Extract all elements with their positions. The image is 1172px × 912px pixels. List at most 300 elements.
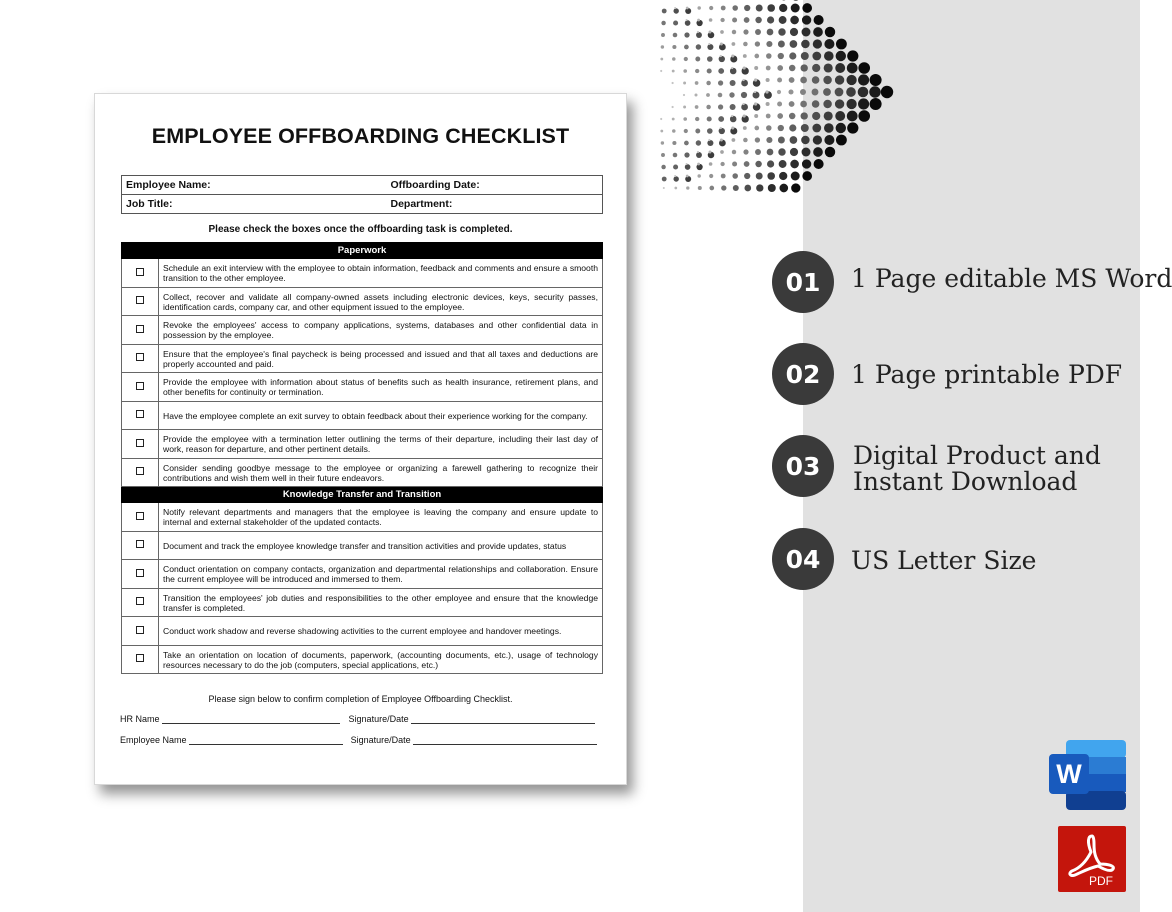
task-text: Conduct orientation on company contacts, organization and departmental relationships and collaboration. Ensure the current employee will be introduced and immersed to them. <box>159 560 603 589</box>
employee-name-field[interactable]: Employee Name: <box>122 176 387 195</box>
halftone-dot <box>720 127 722 129</box>
halftone-dot <box>721 6 726 11</box>
halftone-dot <box>790 16 799 25</box>
halftone-dot <box>858 87 869 98</box>
checkbox-cell <box>122 588 159 617</box>
halftone-dot <box>789 124 796 131</box>
halftone-dot <box>684 152 689 157</box>
checkbox-cell <box>122 458 159 487</box>
hr-signature-row <box>120 714 595 724</box>
halftone-dot <box>672 45 676 49</box>
halftone-dot <box>800 77 807 84</box>
halftone-dot <box>791 0 800 1</box>
task-text: Provide the employee with information about status of benefits such as health insurance, retirement plans, and other benefits for continuity or termination. <box>159 373 603 402</box>
halftone-dot <box>662 9 667 14</box>
task-text: Take an orientation on location of documents, paperwork, (accounting documents, etc.), usage of technology resources necessary to do the job (computers, special applications, etc.) <box>159 645 603 674</box>
document-title: EMPLOYEE OFFBOARDING CHECKLIST <box>151 124 570 148</box>
halftone-dot <box>695 94 698 97</box>
halftone-dot <box>718 80 723 85</box>
halftone-dot <box>743 29 748 34</box>
halftone-dot <box>765 90 768 93</box>
checkbox-cell <box>122 316 159 345</box>
checkbox-cell <box>122 531 159 560</box>
halftone-dot <box>720 30 724 34</box>
task-checkbox[interactable] <box>136 467 144 475</box>
halftone-dot <box>847 63 858 74</box>
halftone-dot <box>683 106 686 109</box>
halftone-dot <box>674 187 677 190</box>
halftone-dot <box>767 160 774 167</box>
halftone-dot <box>732 150 736 154</box>
halftone-dot <box>800 89 806 95</box>
halftone-dot <box>709 186 714 191</box>
halftone-dot <box>660 130 663 133</box>
halftone-dot <box>696 32 702 38</box>
svg-text:PDF: PDF <box>1089 874 1113 888</box>
halftone-dot <box>788 89 793 94</box>
halftone-dot <box>673 153 678 158</box>
halftone-dot <box>684 57 688 61</box>
checklist-row <box>122 588 603 617</box>
halftone-dot <box>791 183 800 192</box>
halftone-dot <box>661 45 664 48</box>
halftone-dot <box>708 139 710 141</box>
halftone-dot <box>824 135 834 145</box>
halftone-dot <box>707 68 712 73</box>
halftone-dot <box>836 39 847 50</box>
halftone-dot <box>836 51 846 61</box>
section-title: Paperwork <box>122 243 603 259</box>
halftone-dot <box>777 102 782 107</box>
halftone-dot <box>756 173 763 180</box>
halftone-dot <box>858 62 870 74</box>
halftone-dot <box>744 17 750 23</box>
halftone-dot <box>870 74 882 86</box>
halftone-dot <box>812 100 820 108</box>
checklist-row <box>122 617 603 646</box>
halftone-dot <box>766 78 770 82</box>
task-checkbox[interactable] <box>136 654 144 662</box>
checkbox-cell <box>122 259 159 288</box>
task-checkbox[interactable] <box>136 626 144 634</box>
halftone-dot <box>684 32 689 37</box>
task-checkbox[interactable] <box>136 540 144 548</box>
task-checkbox[interactable] <box>136 268 144 276</box>
halftone-dot <box>686 175 689 178</box>
halftone-dot <box>766 53 771 58</box>
feature-number-badge: 04 <box>772 528 834 590</box>
task-checkbox[interactable] <box>136 410 144 418</box>
halftone-dot <box>661 165 665 169</box>
halftone-dot <box>790 28 798 36</box>
task-checkbox[interactable] <box>136 296 144 304</box>
checkbox-cell <box>122 344 159 373</box>
feature-text-line-1: Digital Product and <box>853 441 1101 470</box>
halftone-dot <box>801 136 809 144</box>
halftone-dot <box>800 101 807 108</box>
halftone-dot <box>706 93 710 97</box>
checklist-row <box>122 401 603 430</box>
halftone-dot <box>672 106 674 108</box>
checkbox-cell <box>122 373 159 402</box>
halftone-dot <box>777 90 781 94</box>
halftone-dot <box>732 30 736 34</box>
halftone-dot <box>743 66 746 69</box>
halftone-dot <box>846 87 856 97</box>
halftone-dot <box>709 31 712 34</box>
halftone-dot <box>766 102 770 106</box>
employee-info-table <box>121 175 603 214</box>
halftone-dot <box>732 138 736 142</box>
halftone-dot <box>847 111 858 122</box>
halftone-dot <box>743 114 746 117</box>
halftone-dot <box>686 7 689 10</box>
halftone-dot <box>835 63 845 73</box>
halftone-dot <box>720 150 724 154</box>
employee-name-label: Employee Name <box>120 735 187 745</box>
halftone-dot <box>814 15 824 25</box>
halftone-dot <box>789 77 795 83</box>
halftone-dot <box>836 135 847 146</box>
hr-signature-line[interactable] <box>411 715 595 724</box>
halftone-dot <box>685 164 691 170</box>
halftone-dot <box>790 136 798 144</box>
halftone-dot <box>732 17 737 22</box>
halftone-dot <box>779 160 787 168</box>
feature-number-badge: 01 <box>772 251 834 313</box>
checklist-table <box>121 242 603 674</box>
halftone-dot <box>743 42 748 47</box>
halftone-dot <box>777 78 782 83</box>
halftone-dot <box>686 186 689 189</box>
employee-signature-label: Signature/Date <box>350 735 411 745</box>
halftone-dot <box>660 118 662 120</box>
halftone-dot <box>755 29 761 35</box>
task-checkbox[interactable] <box>136 325 144 333</box>
signature-note: Please sign below to confirm completion of Employee Offboarding Checklist. <box>208 694 513 704</box>
halftone-dot <box>709 151 712 154</box>
halftone-dot <box>881 86 893 98</box>
halftone-dot <box>730 104 736 110</box>
halftone-dot <box>812 124 821 133</box>
checklist-row <box>122 458 603 487</box>
halftone-dot <box>790 148 798 156</box>
halftone-dot <box>754 66 758 70</box>
halftone-dot <box>731 67 733 69</box>
task-text: Ensure that the employee's final paycheck is being processed and issued and that all taxes and deductions are properly accounted and paid. <box>159 344 603 373</box>
pdf-icon <box>1058 826 1126 892</box>
checklist-row <box>122 645 603 674</box>
task-checkbox[interactable] <box>136 382 144 390</box>
employee-signature-row <box>120 735 597 745</box>
task-text: Notify relevant departments and managers that the employee is leaving the company and ensure update to internal and external stakeholder of the updated contacts. <box>159 503 603 532</box>
halftone-dot <box>673 8 678 13</box>
halftone-dot <box>823 88 831 96</box>
task-text: Have the employee complete an exit survey to obtain feedback about their experience working for the company. <box>159 401 603 430</box>
checkbox-cell <box>122 401 159 430</box>
department-field[interactable]: Department: <box>387 195 603 214</box>
halftone-dot <box>754 91 756 93</box>
halftone-dot <box>718 104 723 109</box>
halftone-dot <box>823 76 831 84</box>
halftone-dot <box>779 172 787 180</box>
halftone-dot <box>661 33 665 37</box>
halftone-dot <box>756 5 763 12</box>
halftone-dot <box>697 163 700 166</box>
halftone-dot <box>741 104 748 111</box>
halftone-dot <box>719 56 725 62</box>
halftone-dot <box>673 176 678 181</box>
halftone-dot <box>672 82 674 84</box>
halftone-dot <box>824 111 833 120</box>
halftone-dot <box>732 42 736 46</box>
halftone-dot <box>684 141 689 146</box>
section-header-row <box>122 243 603 259</box>
task-checkbox[interactable] <box>136 439 144 447</box>
halftone-dot <box>731 115 733 117</box>
halftone-dot <box>684 129 688 133</box>
halftone-dot <box>790 160 799 169</box>
halftone-dot <box>846 99 856 109</box>
halftone-dot <box>709 6 713 10</box>
task-checkbox[interactable] <box>136 353 144 361</box>
task-checkbox[interactable] <box>136 512 144 520</box>
task-text: Provide the employee with a termination letter outlining the terms of their departure, including their last day of work, reason for departure, and other pertinent details. <box>159 430 603 459</box>
halftone-dot <box>755 161 761 167</box>
employee-name-line[interactable] <box>189 736 343 745</box>
feature-number-badge: 02 <box>772 343 834 405</box>
halftone-dot <box>847 122 858 133</box>
halftone-arrows-decoration <box>655 0 900 200</box>
halftone-dot <box>824 51 834 61</box>
halftone-dot <box>695 57 700 62</box>
halftone-dot <box>721 185 726 190</box>
halftone-dot <box>709 174 713 178</box>
halftone-dot <box>778 28 785 35</box>
checklist-row <box>122 373 603 402</box>
halftone-dot <box>756 184 763 191</box>
halftone-dot <box>697 19 700 22</box>
task-text: Revoke the employees' access to company applications, systems, databases and other confidential data in possession by the employee. <box>159 316 603 345</box>
checkbox-cell <box>122 503 159 532</box>
halftone-dot <box>824 63 833 72</box>
halftone-dot <box>708 43 710 45</box>
halftone-dot <box>801 124 809 132</box>
halftone-dot <box>698 186 702 190</box>
halftone-dot <box>683 69 687 73</box>
halftone-dot <box>802 28 811 37</box>
halftone-dot <box>801 64 808 71</box>
checklist-row <box>122 316 603 345</box>
checklist-row <box>122 259 603 288</box>
checklist-row <box>122 560 603 589</box>
halftone-dot <box>812 89 819 96</box>
task-text: Consider sending goodbye message to the employee or organizing a farewell gathering to recognize their contributions and wish them well in their future endeavors. <box>159 458 603 487</box>
halftone-dot <box>697 151 699 153</box>
halftone-dot <box>825 27 835 37</box>
checklist-document <box>94 93 627 785</box>
halftone-dot <box>766 41 772 47</box>
halftone-dot <box>812 64 820 72</box>
checkbox-cell <box>122 645 159 674</box>
halftone-dot <box>696 152 702 158</box>
halftone-dot <box>743 126 747 130</box>
halftone-dot <box>766 125 771 130</box>
halftone-dot <box>744 161 750 167</box>
employee-signature-line[interactable] <box>413 736 597 745</box>
halftone-dot <box>744 5 750 11</box>
halftone-dot <box>791 172 800 181</box>
halftone-dot <box>718 116 724 122</box>
halftone-dot <box>835 111 845 121</box>
halftone-dot <box>754 114 758 118</box>
word-icon <box>1049 740 1126 810</box>
halftone-dot <box>767 4 775 12</box>
halftone-dot <box>686 163 688 165</box>
task-checkbox[interactable] <box>136 597 144 605</box>
halftone-dot <box>814 159 824 169</box>
halftone-dot <box>755 149 761 155</box>
halftone-dot <box>779 16 787 24</box>
halftone-dot <box>754 126 759 131</box>
halftone-dot <box>755 41 760 46</box>
halftone-dot <box>720 55 722 57</box>
halftone-dot <box>731 126 734 129</box>
halftone-dot <box>697 31 699 33</box>
halftone-dot <box>741 80 748 87</box>
halftone-dot <box>707 128 713 134</box>
halftone-dot <box>732 161 737 166</box>
halftone-dot <box>812 112 820 120</box>
halftone-dot <box>718 93 723 98</box>
halftone-dot <box>802 15 811 24</box>
halftone-dot <box>660 58 663 61</box>
halftone-dot <box>695 81 699 85</box>
halftone-dot <box>696 140 701 145</box>
task-checkbox[interactable] <box>136 569 144 577</box>
halftone-dot <box>720 18 724 22</box>
halftone-dot <box>754 102 757 105</box>
halftone-dot <box>778 53 784 59</box>
halftone-dot <box>835 99 844 108</box>
halftone-dot <box>823 100 831 108</box>
halftone-dot <box>706 81 710 85</box>
halftone-dot <box>732 173 738 179</box>
halftone-dot <box>812 52 821 61</box>
checklist-row <box>122 344 603 373</box>
halftone-dot <box>744 173 750 179</box>
halftone-dot <box>662 177 667 182</box>
task-text: Collect, recover and validate all company-owned assets including electronic devices, keys, security passes, identification cards, company car, and other equipment issued to the employee. <box>159 287 603 316</box>
halftone-dot <box>836 123 846 133</box>
halftone-dot <box>672 129 676 133</box>
task-text: Schedule an exit interview with the employee to obtain information, feedback and comments and ensure a smooth transition to the other employee. <box>159 259 603 288</box>
halftone-dot <box>663 187 665 189</box>
halftone-dot <box>695 117 699 121</box>
halftone-dot <box>661 141 664 144</box>
halftone-dot <box>813 39 822 48</box>
job-title-field[interactable]: Job Title: <box>122 195 387 214</box>
halftone-dot <box>802 159 811 168</box>
halftone-dot <box>791 4 800 13</box>
halftone-dot <box>754 54 759 59</box>
halftone-dot <box>789 113 796 120</box>
halftone-dot <box>767 29 774 36</box>
halftone-dot <box>673 33 678 38</box>
halftone-dot <box>790 40 798 48</box>
halftone-dot <box>719 128 725 134</box>
halftone-dot <box>767 149 774 156</box>
halftone-dot <box>730 68 737 75</box>
halftone-dot <box>661 153 665 157</box>
halftone-dot <box>683 94 685 96</box>
halftone-dot <box>733 185 739 191</box>
halftone-dot <box>709 18 713 22</box>
halftone-dot <box>801 52 809 60</box>
offboarding-date-field[interactable]: Offboarding Date: <box>387 176 603 195</box>
halftone-dot <box>721 174 726 179</box>
halftone-dot <box>824 123 834 133</box>
halftone-dot <box>686 19 688 21</box>
halftone-dot <box>767 172 775 180</box>
halftone-dot <box>766 137 772 143</box>
halftone-dot <box>742 103 744 105</box>
halftone-dot <box>813 147 823 157</box>
checkbox-cell <box>122 287 159 316</box>
halftone-dot <box>779 4 787 12</box>
halftone-dot <box>707 56 713 62</box>
halftone-dot <box>801 40 809 48</box>
halftone-dot <box>743 54 747 58</box>
halftone-dot <box>697 174 700 177</box>
halftone-dot <box>778 148 785 155</box>
halftone-dot <box>685 20 691 26</box>
hr-name-line[interactable] <box>162 715 340 724</box>
halftone-dot <box>801 112 808 119</box>
halftone-dot <box>695 129 700 134</box>
halftone-dot <box>744 185 751 192</box>
halftone-dot <box>835 75 844 84</box>
checklist-row <box>122 503 603 532</box>
halftone-dot <box>729 92 734 97</box>
halftone-dot <box>732 5 738 11</box>
halftone-dot <box>707 116 712 121</box>
halftone-dot <box>858 110 870 122</box>
halftone-dot <box>731 54 734 57</box>
checkbox-cell <box>122 617 159 646</box>
checkbox-cell <box>122 560 159 589</box>
checklist-row <box>122 287 603 316</box>
checklist-row <box>122 531 603 560</box>
section-header-row <box>122 487 603 503</box>
halftone-dot <box>695 69 699 73</box>
halftone-dot <box>870 98 882 110</box>
svg-text:W: W <box>1056 759 1082 789</box>
halftone-dot <box>813 27 823 37</box>
halftone-dot <box>707 140 713 146</box>
halftone-dot <box>869 86 880 97</box>
halftone-dot <box>778 137 785 144</box>
halftone-dot <box>802 3 812 13</box>
halftone-dot <box>720 139 723 142</box>
halftone-dot <box>802 171 812 181</box>
halftone-dot <box>672 118 675 121</box>
section-title: Knowledge Transfer and Transition <box>122 487 603 503</box>
task-text: Transition the employees' job duties and responsibilities to the other employee and ensure that the knowledge transfer is completed. <box>159 588 603 617</box>
checklist-row <box>122 430 603 459</box>
feature-text-line-2: Instant Download <box>853 467 1078 496</box>
halftone-dot <box>789 52 796 59</box>
